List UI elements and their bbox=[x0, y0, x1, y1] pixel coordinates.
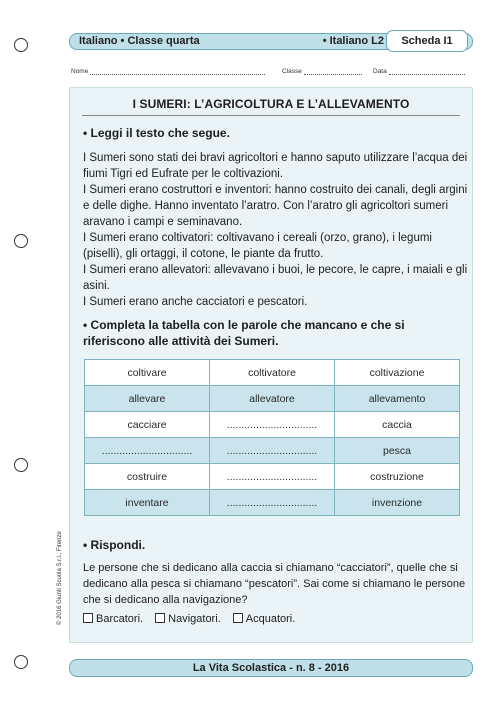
class-field[interactable] bbox=[282, 68, 362, 75]
blank-cell[interactable]: ............................... bbox=[85, 438, 210, 464]
title-divider bbox=[82, 115, 460, 116]
worksheet-panel bbox=[69, 87, 473, 643]
table-cell: pesca bbox=[335, 438, 460, 464]
table-row bbox=[85, 360, 460, 386]
name-line bbox=[90, 68, 265, 75]
question-text: Le persone che si dedicano alla caccia si chiamano “cacciatori”, quelle che si dedicano alla pesca si chiamano “pescatori”. Sai come si chiamano le persone che si dedicano alla navigazione? bbox=[83, 562, 466, 606]
blank-cell[interactable]: ............................... bbox=[210, 438, 335, 464]
table-cell: cacciare bbox=[85, 412, 210, 438]
paragraph: I Sumeri erano coltivatori: coltivavano i cereali (orzo, grano), i legumi (piselli), gli ortaggi, il cotone, le piante da frutto. bbox=[83, 232, 432, 260]
binder-hole bbox=[14, 38, 28, 52]
paragraph: I Sumeri erano costruttori e inventori: hanno costruito dei canali, degli argini e delle dighe. Hanno inventato l’aratro. Con l’aratro gli agricoltori sumeri aravano i campi e seminavano. bbox=[83, 184, 468, 228]
name-label: Nome bbox=[71, 68, 89, 75]
copyright-notice: © 2016 Giunti Scuola S.r.l., Firenze bbox=[57, 531, 63, 625]
checkbox[interactable] bbox=[83, 613, 93, 623]
answer-options bbox=[83, 613, 304, 625]
table-cell: allevamento bbox=[335, 386, 460, 412]
date-field[interactable] bbox=[373, 68, 465, 75]
paragraph: I Sumeri erano allevatori: allevavano i buoi, le pecore, le capre, i maiali e gli asini. bbox=[83, 264, 468, 292]
table-row bbox=[85, 490, 460, 516]
table-row bbox=[85, 386, 460, 412]
table-row bbox=[85, 412, 460, 438]
table-cell: costruire bbox=[85, 464, 210, 490]
table-cell: allevare bbox=[85, 386, 210, 412]
class-line bbox=[304, 68, 362, 75]
table-cell: allevatore bbox=[210, 386, 335, 412]
worksheet-tab: Scheda I1 bbox=[386, 30, 468, 52]
option-acquatori[interactable] bbox=[233, 613, 296, 625]
option-label: Acquatori. bbox=[245, 613, 296, 625]
binder-hole bbox=[14, 458, 28, 472]
instruction-answer: • Rispondi. bbox=[83, 538, 146, 552]
binder-hole bbox=[14, 655, 28, 669]
option-label: Barcatori. bbox=[96, 613, 144, 625]
table-cell: invenzione bbox=[335, 490, 460, 516]
language-label: • Italiano L2 bbox=[322, 35, 384, 47]
reading-text bbox=[83, 150, 469, 310]
table-row bbox=[85, 464, 460, 490]
paragraph: I Sumeri erano anche cacciatori e pescatori. bbox=[83, 296, 308, 308]
binder-hole bbox=[14, 234, 28, 248]
blank-cell[interactable]: ............................... bbox=[210, 490, 335, 516]
instruction-complete-table: • Completa la tabella con le parole che mancano e che si riferiscono alle attività dei Sumeri. bbox=[83, 318, 405, 348]
date-label: Data bbox=[373, 68, 387, 75]
table-cell: costruzione bbox=[335, 464, 460, 490]
table-cell: coltivare bbox=[85, 360, 210, 386]
footer-bar: La Vita Scolastica - n. 8 - 2016 bbox=[69, 659, 473, 677]
activities-table bbox=[84, 359, 460, 516]
checkbox[interactable] bbox=[155, 613, 165, 623]
checkbox[interactable] bbox=[233, 613, 243, 623]
blank-cell[interactable]: ............................... bbox=[210, 412, 335, 438]
option-navigatori[interactable] bbox=[155, 613, 221, 625]
table-row bbox=[85, 438, 460, 464]
blank-cell[interactable]: ............................... bbox=[210, 464, 335, 490]
table-cell: coltivatore bbox=[210, 360, 335, 386]
option-label: Navigatori. bbox=[168, 613, 221, 625]
option-barcatori[interactable] bbox=[83, 613, 143, 625]
subject-label: Italiano • Classe quarta bbox=[79, 35, 200, 47]
name-field[interactable] bbox=[71, 68, 265, 75]
instruction-read: • Leggi il testo che segue. bbox=[83, 126, 230, 140]
table-cell: inventare bbox=[85, 490, 210, 516]
table-cell: coltivazione bbox=[335, 360, 460, 386]
class-label: Classe bbox=[282, 68, 302, 75]
page-title: I SUMERI: L’AGRICOLTURA E L’ALLEVAMENTO bbox=[132, 97, 410, 111]
date-line bbox=[389, 68, 465, 75]
table-cell: caccia bbox=[335, 412, 460, 438]
paragraph: I Sumeri sono stati dei bravi agricoltori e hanno saputo utilizzare l’acqua dei fiumi Tigri ed Eufrate per le coltivazioni. bbox=[83, 152, 468, 180]
